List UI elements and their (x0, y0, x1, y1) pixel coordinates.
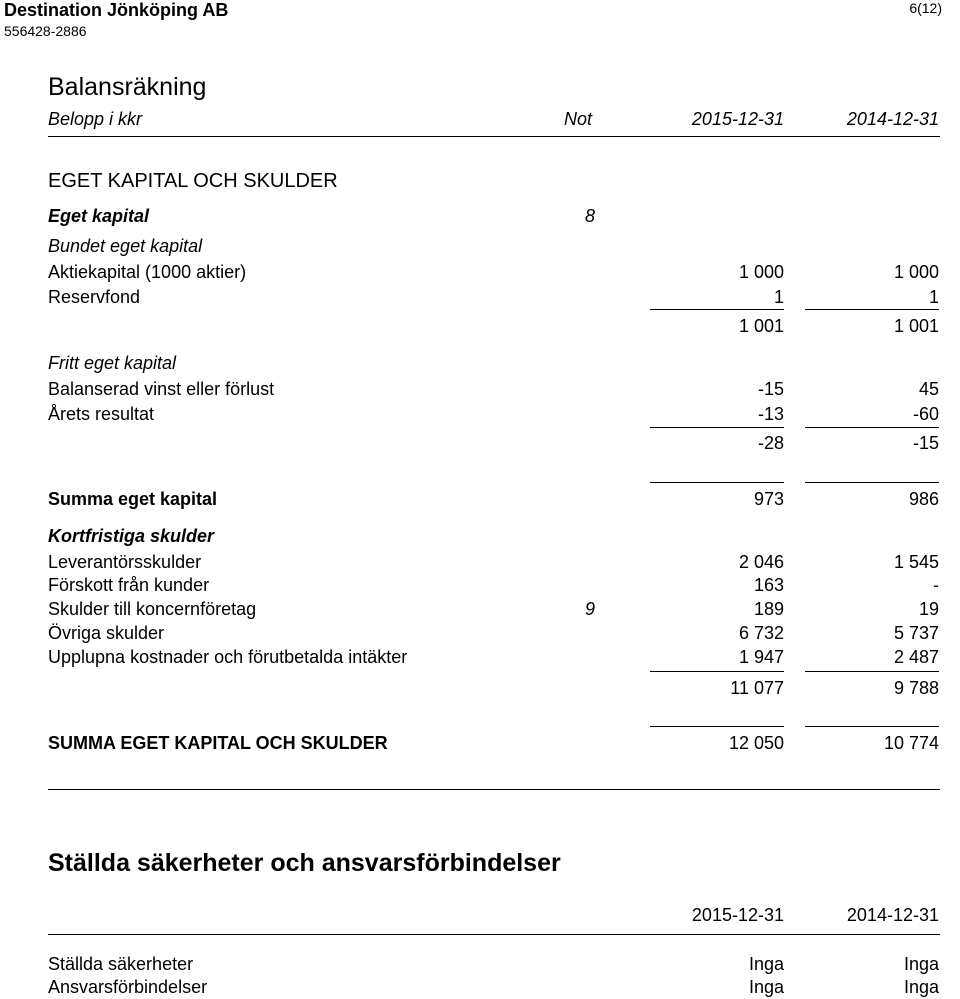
column-header-2015: 2015-12-31 (691, 109, 784, 129)
table-row: Upplupna kostnader och förutbetalda intäkter 1 947 2 487 (48, 647, 939, 667)
subtotal-row: 1 001 1 001 (738, 316, 939, 336)
section-heading: EGET KAPITAL OCH SKULDER (48, 170, 338, 192)
column-header-2014: 2014-12-31 (846, 905, 939, 925)
column-header-2014: 2014-12-31 (846, 109, 939, 129)
table-row: Förskott från kunder 163 - (48, 575, 939, 595)
table-row: Skulder till koncernföretag 9 189 19 (48, 599, 939, 619)
note-ref: 9 (585, 599, 596, 619)
company-name: Destination Jönköping AB (4, 0, 229, 20)
table-row: Balanserad vinst eller förlust -15 45 (48, 379, 939, 399)
total-line (805, 482, 939, 483)
subtotal-line (805, 427, 939, 428)
subtotal-line (650, 427, 784, 428)
subtotal-line (650, 671, 784, 672)
subtotal-line (650, 309, 784, 310)
note-ref: 8 (585, 206, 596, 226)
org-number: 556428-2886 (4, 23, 87, 39)
subtotal-line (805, 309, 939, 310)
column-header-row (0, 905, 960, 927)
table-row: Aktiekapital (1000 aktier) 1 000 1 000 (48, 262, 939, 282)
fritt-heading: Fritt eget kapital (48, 353, 177, 373)
header-divider (48, 934, 940, 935)
subtotal-line (805, 671, 939, 672)
page-number: 6(12) (909, 0, 942, 16)
subtotal-row: -28 -15 (757, 433, 939, 453)
subtotal-row: 11 077 9 788 (730, 678, 939, 698)
eget-kapital-heading: Eget kapital 8 (48, 206, 596, 226)
page-title: Balansräkning (48, 73, 207, 101)
column-header-row (0, 109, 960, 131)
kortfristiga-heading: Kortfristiga skulder (48, 526, 215, 546)
total-line (650, 482, 784, 483)
bundet-heading: Bundet eget kapital (48, 236, 203, 256)
table-row: Årets resultat -13 -60 (48, 404, 939, 424)
section-title: Ställda säkerheter och ansvarsförbindelser (48, 849, 561, 877)
section-divider (48, 789, 940, 790)
summa-eget-row: Summa eget kapital 973 986 (48, 489, 939, 509)
column-header-2015: 2015-12-31 (691, 905, 784, 925)
table-row: Reservfond 1 1 (48, 287, 939, 307)
table-row: Ställda säkerheter Inga Inga (48, 954, 939, 974)
total-line (650, 726, 784, 727)
table-row: Ansvarsförbindelser Inga Inga (48, 977, 939, 997)
table-row: Övriga skulder 6 732 5 737 (48, 623, 939, 643)
header-divider (48, 136, 940, 137)
column-header-label: Belopp i kkr (48, 109, 143, 129)
summa-total-row: SUMMA EGET KAPITAL OCH SKULDER 12 050 10 774 (48, 733, 939, 753)
column-header-note: Not (564, 109, 593, 129)
table-row: Leverantörsskulder 2 046 1 545 (48, 552, 939, 572)
total-line (805, 726, 939, 727)
